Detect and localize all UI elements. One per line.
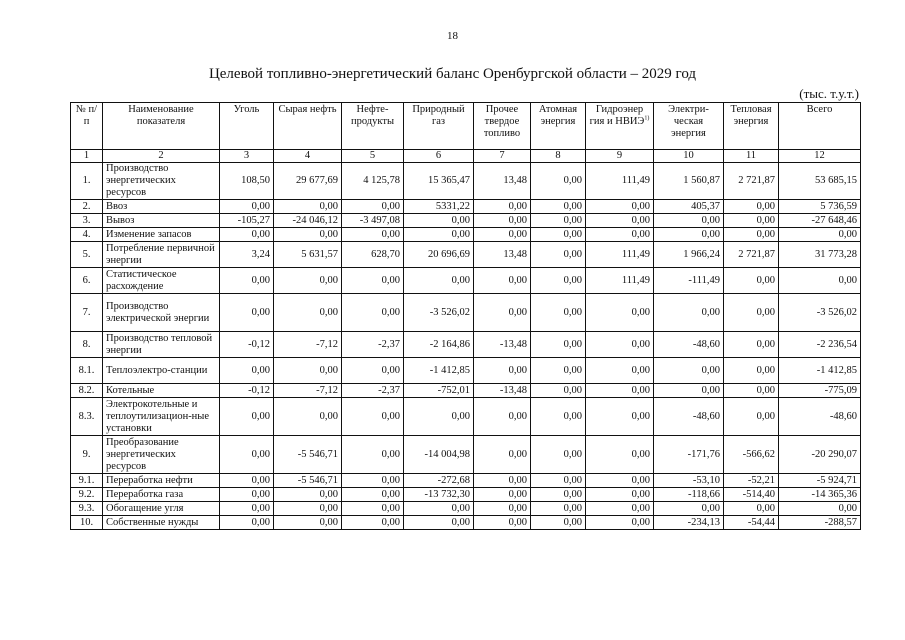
value-cell: 0,00	[342, 436, 404, 474]
value-cell: 0,00	[220, 516, 274, 530]
value-cell: 111,49	[586, 242, 654, 268]
value-cell: 0,00	[274, 358, 342, 384]
value-cell: 0,00	[724, 502, 779, 516]
value-cell: 0,00	[342, 516, 404, 530]
row-number: 8.	[71, 332, 103, 358]
table-row	[71, 200, 861, 214]
value-cell: 0,00	[724, 214, 779, 228]
value-cell: 0,00	[586, 200, 654, 214]
value-cell: 13,48	[474, 163, 531, 200]
value-cell: 0,00	[586, 488, 654, 502]
column-number: 3	[220, 150, 274, 163]
value-cell: 0,00	[779, 228, 861, 242]
value-cell: 0,00	[274, 228, 342, 242]
header-other-solid-fuel: Прочее твердое топливо	[474, 103, 531, 150]
table-row	[71, 268, 861, 294]
value-cell: -2,37	[342, 332, 404, 358]
value-cell: 0,00	[474, 294, 531, 332]
column-number-row	[71, 150, 861, 163]
value-cell: 0,00	[586, 228, 654, 242]
value-cell: -1 412,85	[779, 358, 861, 384]
value-cell: 0,00	[342, 488, 404, 502]
row-number: 9.	[71, 436, 103, 474]
value-cell: 0,00	[531, 200, 586, 214]
value-cell: 0,00	[474, 474, 531, 488]
value-cell: 0,00	[586, 358, 654, 384]
value-cell: 29 677,69	[274, 163, 342, 200]
row-number: 8.2.	[71, 384, 103, 398]
value-cell: 0,00	[404, 268, 474, 294]
value-cell: 0,00	[586, 502, 654, 516]
value-cell: 0,00	[342, 502, 404, 516]
value-cell: 0,00	[531, 358, 586, 384]
value-cell: 0,00	[531, 332, 586, 358]
value-cell: 0,00	[531, 214, 586, 228]
value-cell: 0,00	[586, 214, 654, 228]
value-cell: 0,00	[586, 474, 654, 488]
value-cell: 0,00	[474, 228, 531, 242]
row-name: Ввоз	[103, 200, 220, 214]
row-number: 3.	[71, 214, 103, 228]
value-cell: -13 732,30	[404, 488, 474, 502]
header-crude-oil: Сырая нефть	[274, 103, 342, 150]
value-cell: -53,10	[654, 474, 724, 488]
row-number: 1.	[71, 163, 103, 200]
header-hydro	[586, 103, 654, 150]
value-cell: 0,00	[274, 502, 342, 516]
balance-table	[70, 102, 861, 530]
row-name: Производство энергетических ресурсов	[103, 163, 220, 200]
value-cell: -0,12	[220, 384, 274, 398]
row-name: Изменение запасов	[103, 228, 220, 242]
value-cell: -5 546,71	[274, 436, 342, 474]
value-cell: 15 365,47	[404, 163, 474, 200]
value-cell: -48,60	[779, 398, 861, 436]
row-name: Статистическое расхождение	[103, 268, 220, 294]
value-cell: 111,49	[586, 268, 654, 294]
row-name: Вывоз	[103, 214, 220, 228]
page-title: Целевой топливно-энергетический баланс Оренбургской области – 2029 год	[208, 66, 697, 82]
value-cell: 0,00	[274, 294, 342, 332]
value-cell: 0,00	[654, 294, 724, 332]
row-name: Переработка нефти	[103, 474, 220, 488]
row-number: 4.	[71, 228, 103, 242]
value-cell: 0,00	[220, 474, 274, 488]
value-cell: 108,50	[220, 163, 274, 200]
value-cell: 0,00	[531, 268, 586, 294]
value-cell: 0,00	[724, 384, 779, 398]
table-row	[71, 214, 861, 228]
value-cell: -2 236,54	[779, 332, 861, 358]
value-cell: 1 560,87	[654, 163, 724, 200]
value-cell: -13,48	[474, 384, 531, 398]
column-number: 10	[654, 150, 724, 163]
value-cell: 0,00	[220, 398, 274, 436]
row-number: 9.3.	[71, 502, 103, 516]
value-cell: 0,00	[220, 488, 274, 502]
value-cell: 0,00	[531, 163, 586, 200]
row-name: Переработка газа	[103, 488, 220, 502]
row-number: 2.	[71, 200, 103, 214]
row-name: Производство электрической энергии	[103, 294, 220, 332]
value-cell: -14 365,36	[779, 488, 861, 502]
value-cell: -566,62	[724, 436, 779, 474]
value-cell: 0,00	[404, 516, 474, 530]
value-cell: 0,00	[342, 268, 404, 294]
header-natural-gas: Природный газ	[404, 103, 474, 150]
value-cell: -14 004,98	[404, 436, 474, 474]
table-row	[71, 384, 861, 398]
header-coal: Уголь	[220, 103, 274, 150]
column-number: 5	[342, 150, 404, 163]
row-name: Электрокотельные и теплоутилизацион-ные установки	[103, 398, 220, 436]
value-cell: 0,00	[404, 228, 474, 242]
value-cell: 0,00	[586, 516, 654, 530]
value-cell: 5331,22	[404, 200, 474, 214]
value-cell: 0,00	[404, 214, 474, 228]
value-cell: 0,00	[274, 488, 342, 502]
value-cell: -3 526,02	[779, 294, 861, 332]
table-row	[71, 294, 861, 332]
value-cell: -118,66	[654, 488, 724, 502]
header-name: Наименование показателя	[103, 103, 220, 150]
value-cell: 0,00	[474, 488, 531, 502]
value-cell: 0,00	[220, 436, 274, 474]
table-row	[71, 516, 861, 530]
value-cell: 0,00	[531, 228, 586, 242]
value-cell: -514,40	[724, 488, 779, 502]
row-name: Преобразование энергетических ресурсов	[103, 436, 220, 474]
value-cell: 111,49	[586, 163, 654, 200]
table-row	[71, 502, 861, 516]
value-cell: 1 966,24	[654, 242, 724, 268]
header-heat: Тепловая энергия	[724, 103, 779, 150]
column-number: 9	[586, 150, 654, 163]
value-cell: 0,00	[220, 268, 274, 294]
value-cell: 0,00	[474, 516, 531, 530]
value-cell: 628,70	[342, 242, 404, 268]
row-number: 10.	[71, 516, 103, 530]
value-cell: -5 546,71	[274, 474, 342, 488]
column-number: 7	[474, 150, 531, 163]
value-cell: -171,76	[654, 436, 724, 474]
value-cell: 0,00	[724, 268, 779, 294]
value-cell: 0,00	[724, 398, 779, 436]
value-cell: 31 773,28	[779, 242, 861, 268]
value-cell: -752,01	[404, 384, 474, 398]
value-cell: 0,00	[342, 474, 404, 488]
row-name: Котельные	[103, 384, 220, 398]
row-number: 7.	[71, 294, 103, 332]
value-cell: -288,57	[779, 516, 861, 530]
table-row	[71, 358, 861, 384]
value-cell: 0,00	[474, 436, 531, 474]
value-cell: 2 721,87	[724, 242, 779, 268]
column-number: 6	[404, 150, 474, 163]
value-cell: 0,00	[474, 214, 531, 228]
column-number: 1	[71, 150, 103, 163]
header-nuclear: Атомная энергия	[531, 103, 586, 150]
value-cell: 5 631,57	[274, 242, 342, 268]
value-cell: 0,00	[531, 436, 586, 474]
row-name: Собственные нужды	[103, 516, 220, 530]
value-cell: 0,00	[531, 516, 586, 530]
table-row	[71, 332, 861, 358]
value-cell: 0,00	[654, 358, 724, 384]
header-electric: Электри-ческая энергия	[654, 103, 724, 150]
value-cell: -13,48	[474, 332, 531, 358]
value-cell: 0,00	[220, 200, 274, 214]
value-cell: -3 526,02	[404, 294, 474, 332]
column-number: 2	[103, 150, 220, 163]
table-row	[71, 398, 861, 436]
value-cell: 0,00	[531, 384, 586, 398]
value-cell: 0,00	[724, 332, 779, 358]
value-cell: -7,12	[274, 332, 342, 358]
value-cell: -1 412,85	[404, 358, 474, 384]
value-cell: 53 685,15	[779, 163, 861, 200]
value-cell: 0,00	[220, 502, 274, 516]
value-cell: -775,09	[779, 384, 861, 398]
row-number: 9.2.	[71, 488, 103, 502]
row-number: 5.	[71, 242, 103, 268]
value-cell: -27 648,46	[779, 214, 861, 228]
value-cell: 0,00	[654, 384, 724, 398]
value-cell: 0,00	[220, 358, 274, 384]
table-row	[71, 488, 861, 502]
row-number: 9.1.	[71, 474, 103, 488]
value-cell: 13,48	[474, 242, 531, 268]
header-hydro-footnote: 1)	[644, 115, 650, 122]
value-cell: 0,00	[531, 398, 586, 436]
value-cell: 0,00	[404, 502, 474, 516]
value-cell: -3 497,08	[342, 214, 404, 228]
value-cell: 0,00	[531, 502, 586, 516]
value-cell: 0,00	[586, 332, 654, 358]
header-num: № п/п	[71, 103, 103, 150]
row-name: Теплоэлектро-станции	[103, 358, 220, 384]
table-row	[71, 436, 861, 474]
value-cell: 0,00	[274, 398, 342, 436]
value-cell: 0,00	[531, 242, 586, 268]
value-cell: 0,00	[342, 228, 404, 242]
value-cell: 0,00	[220, 228, 274, 242]
value-cell: 0,00	[404, 398, 474, 436]
value-cell: 4 125,78	[342, 163, 404, 200]
value-cell: -20 290,07	[779, 436, 861, 474]
value-cell: 0,00	[474, 358, 531, 384]
column-number: 12	[779, 150, 861, 163]
value-cell: 0,00	[586, 398, 654, 436]
value-cell: -7,12	[274, 384, 342, 398]
column-number: 8	[531, 150, 586, 163]
value-cell: -48,60	[654, 398, 724, 436]
value-cell: 0,00	[220, 294, 274, 332]
row-number: 8.1.	[71, 358, 103, 384]
column-number: 4	[274, 150, 342, 163]
row-number: 8.3.	[71, 398, 103, 436]
value-cell: 0,00	[274, 200, 342, 214]
value-cell: 0,00	[586, 294, 654, 332]
value-cell: 0,00	[342, 200, 404, 214]
value-cell: 0,00	[724, 358, 779, 384]
value-cell: 0,00	[474, 200, 531, 214]
value-cell: 2 721,87	[724, 163, 779, 200]
value-cell: -2,37	[342, 384, 404, 398]
table-row	[71, 163, 861, 200]
value-cell: 0,00	[474, 502, 531, 516]
row-name: Потребление первичной энергии	[103, 242, 220, 268]
value-cell: 0,00	[654, 214, 724, 228]
row-name: Производство тепловой энергии	[103, 332, 220, 358]
value-cell: -272,68	[404, 474, 474, 488]
table-row	[71, 474, 861, 488]
value-cell: 0,00	[654, 502, 724, 516]
value-cell: 0,00	[531, 488, 586, 502]
value-cell: 5 736,59	[779, 200, 861, 214]
value-cell: -0,12	[220, 332, 274, 358]
value-cell: 405,37	[654, 200, 724, 214]
value-cell: -52,21	[724, 474, 779, 488]
value-cell: -234,13	[654, 516, 724, 530]
value-cell: -24 046,12	[274, 214, 342, 228]
value-cell: 0,00	[654, 228, 724, 242]
row-name: Обогащение угля	[103, 502, 220, 516]
value-cell: -2 164,86	[404, 332, 474, 358]
value-cell: 20 696,69	[404, 242, 474, 268]
value-cell: -54,44	[724, 516, 779, 530]
value-cell: 0,00	[474, 398, 531, 436]
table-header-row	[71, 103, 861, 150]
value-cell: -111,49	[654, 268, 724, 294]
value-cell: 3,24	[220, 242, 274, 268]
value-cell: 0,00	[274, 268, 342, 294]
value-cell: 0,00	[531, 474, 586, 488]
value-cell: 0,00	[724, 200, 779, 214]
value-cell: -105,27	[220, 214, 274, 228]
table-row	[71, 228, 861, 242]
value-cell: 0,00	[342, 358, 404, 384]
page-number: 18	[447, 30, 458, 42]
units-label: (тыс. т.у.т.)	[799, 86, 859, 101]
value-cell: 0,00	[779, 502, 861, 516]
value-cell: 0,00	[274, 516, 342, 530]
table-row	[71, 242, 861, 268]
value-cell: -48,60	[654, 332, 724, 358]
value-cell: 0,00	[474, 268, 531, 294]
value-cell: 0,00	[342, 398, 404, 436]
header-total: Всего	[779, 103, 861, 150]
header-petroleum-products: Нефте-продукты	[342, 103, 404, 150]
column-number: 11	[724, 150, 779, 163]
value-cell: 0,00	[342, 294, 404, 332]
value-cell: 0,00	[724, 228, 779, 242]
value-cell: -5 924,71	[779, 474, 861, 488]
value-cell: 0,00	[586, 436, 654, 474]
value-cell: 0,00	[586, 384, 654, 398]
row-number: 6.	[71, 268, 103, 294]
header-hydro-text: Гидроэнер гия и НВИЭ	[589, 104, 645, 127]
value-cell: 0,00	[779, 268, 861, 294]
value-cell: 0,00	[724, 294, 779, 332]
value-cell: 0,00	[531, 294, 586, 332]
